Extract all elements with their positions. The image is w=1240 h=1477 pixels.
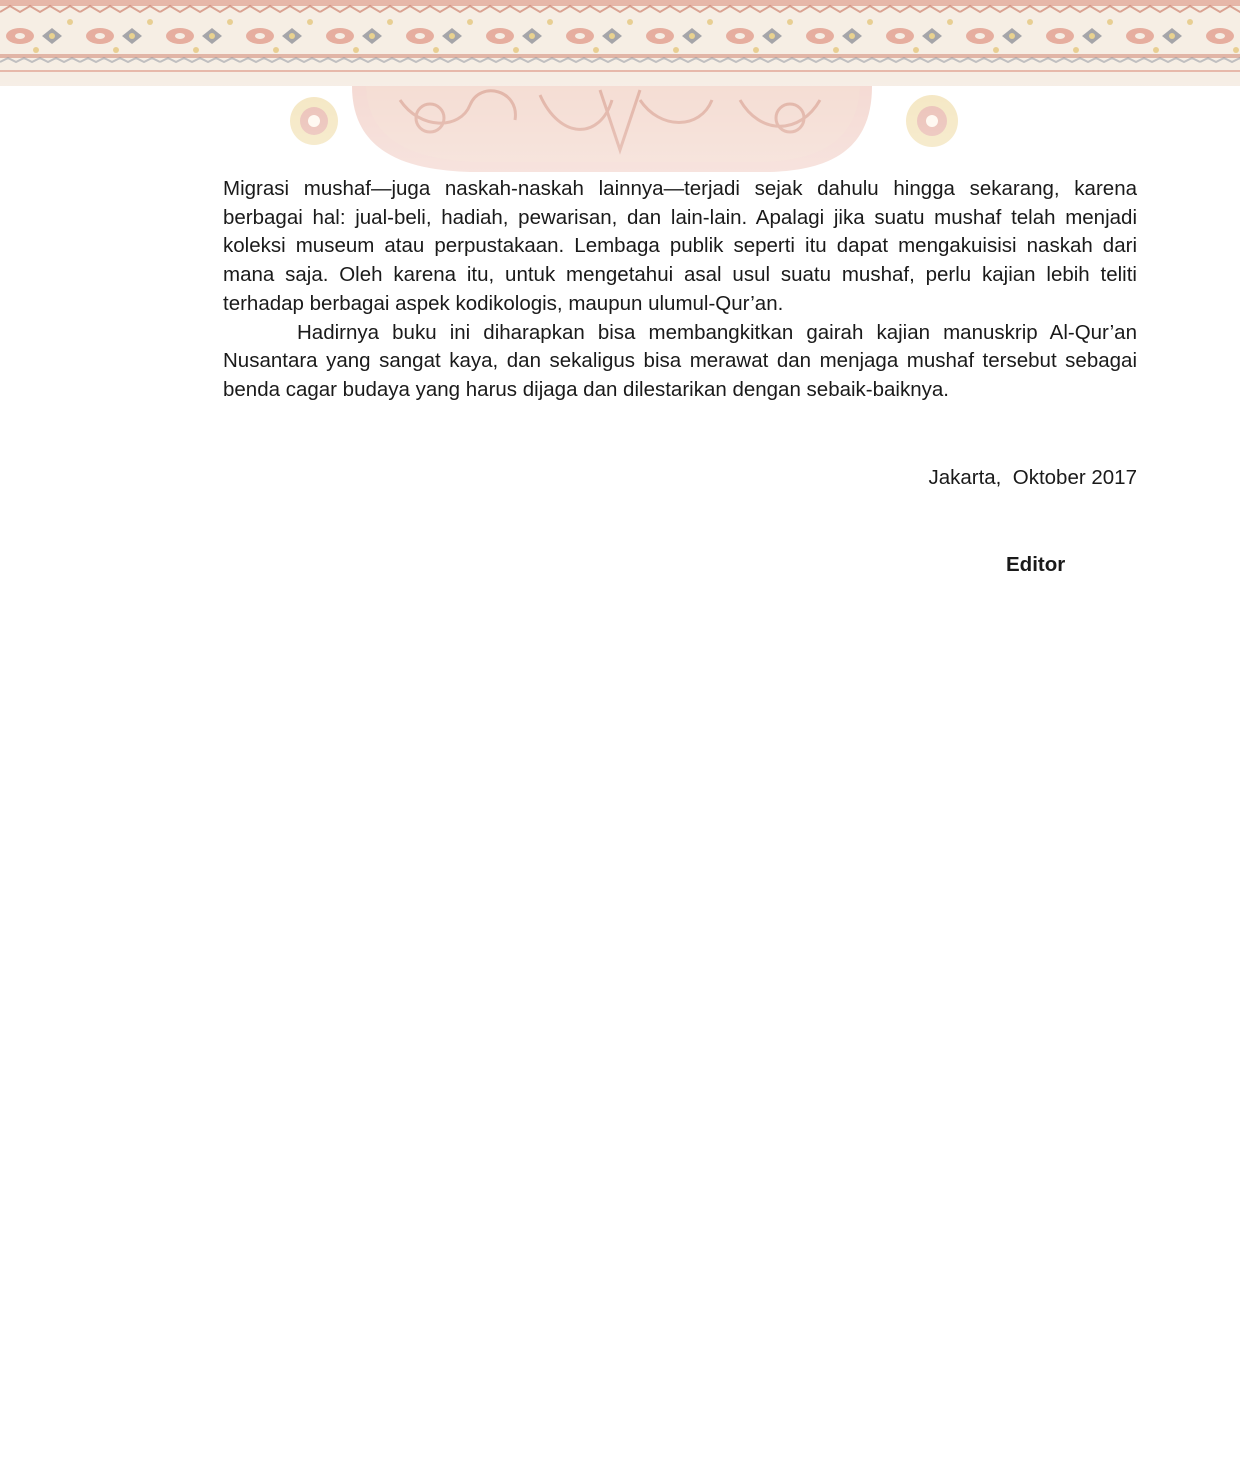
signoff-role: Editor: [1006, 553, 1066, 576]
paragraph-1: Migrasi mushaf—juga naskah-naskah lainnya—terjadi sejak dahulu hingga sekarang, karena berbagai hal: jual-beli, hadiah, pewarisan, dan lain-lain. Apalagi jika suatu mushaf telah menjadi koleksi museum atau perpustakaan. Lembaga publik seperti itu dapat mengakuisisi naskah dari mana saja. Oleh karena itu, untuk mengetahui asal usul suatu mushaf, perlu kajian lebih teliti terhadap berbagai aspek kodikologis, maupun ulumul-Qur’an.: [223, 177, 1137, 315]
paragraph-2: Hadirnya buku ini diharapkan bisa membangkitkan gairah kajian manuskrip Al-Qur’an Nusantara yang sangat kaya, dan sekaligus bisa merawat dan menjaga mushaf tersebut sebagai benda cagar budaya yang harus dijaga dan dilestarikan dengan sebaik-baiknya.: [223, 320, 1137, 401]
body-text: [223, 175, 1137, 405]
signoff-place-date: Jakarta, Oktober 2017: [928, 466, 1137, 489]
manuscript-illumination-border: [0, 0, 1240, 200]
